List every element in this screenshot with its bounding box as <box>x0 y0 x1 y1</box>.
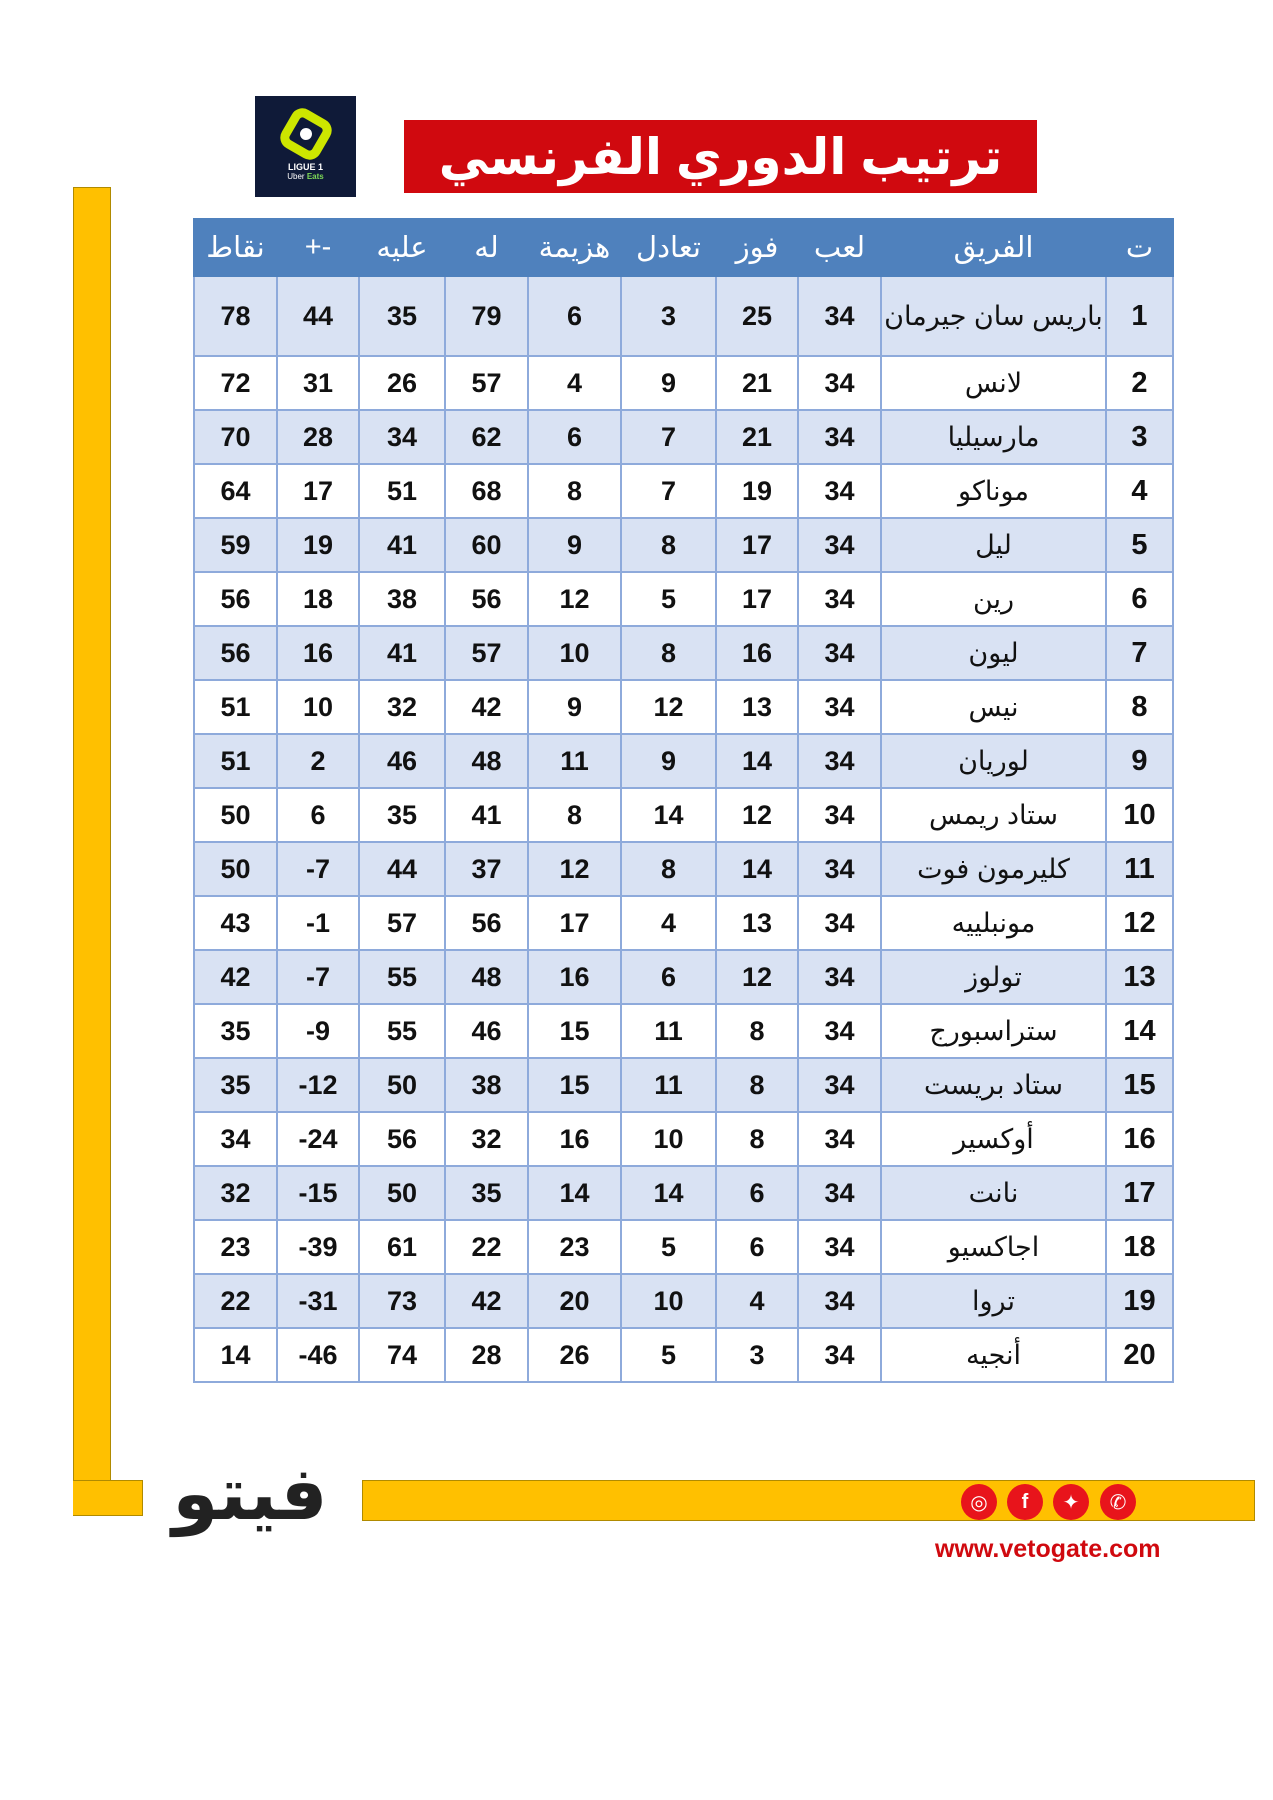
facebook-icon[interactable]: f <box>1007 1484 1043 1520</box>
cell-gf: 56 <box>445 896 528 950</box>
cell-pts: 56 <box>194 572 277 626</box>
cell-pts: 42 <box>194 950 277 1004</box>
cell-gd: 44 <box>277 276 359 356</box>
cell-won: 17 <box>716 518 798 572</box>
cell-team: مارسيليا <box>881 410 1106 464</box>
cell-played: 34 <box>798 896 881 950</box>
cell-draw: 7 <box>621 410 716 464</box>
cell-gf: 60 <box>445 518 528 572</box>
logo-line1: LIGUE 1 <box>287 162 323 172</box>
cell-team: لانس <box>881 356 1106 410</box>
cell-gf: 57 <box>445 356 528 410</box>
cell-gd: 31 <box>277 356 359 410</box>
page-title: ترتيب الدوري الفرنسي <box>404 120 1037 193</box>
cell-gd: -31 <box>277 1274 359 1328</box>
cell-ga: 26 <box>359 356 445 410</box>
cell-ga: 50 <box>359 1166 445 1220</box>
cell-pts: 72 <box>194 356 277 410</box>
cell-won: 13 <box>716 680 798 734</box>
cell-draw: 8 <box>621 842 716 896</box>
table-row <box>194 788 1173 842</box>
table-row <box>194 464 1173 518</box>
cell-rank: 8 <box>1106 680 1173 734</box>
header-won: فوز <box>716 219 798 276</box>
cell-won: 14 <box>716 734 798 788</box>
cell-gf: 32 <box>445 1112 528 1166</box>
cell-won: 8 <box>716 1112 798 1166</box>
header-goals-for: له <box>445 219 528 276</box>
cell-played: 34 <box>798 276 881 356</box>
cell-won: 12 <box>716 788 798 842</box>
cell-team: ستاد بريست <box>881 1058 1106 1112</box>
cell-gd: 17 <box>277 464 359 518</box>
cell-gf: 35 <box>445 1166 528 1220</box>
cell-draw: 11 <box>621 1004 716 1058</box>
cell-draw: 8 <box>621 518 716 572</box>
cell-lost: 6 <box>528 410 621 464</box>
cell-rank: 20 <box>1106 1328 1173 1382</box>
cell-pts: 35 <box>194 1058 277 1112</box>
cell-gd: 6 <box>277 788 359 842</box>
cell-team: نانت <box>881 1166 1106 1220</box>
cell-ga: 41 <box>359 626 445 680</box>
cell-played: 34 <box>798 1274 881 1328</box>
cell-draw: 5 <box>621 1328 716 1382</box>
cell-ga: 51 <box>359 464 445 518</box>
cell-team: أوكسير <box>881 1112 1106 1166</box>
cell-won: 16 <box>716 626 798 680</box>
cell-draw: 9 <box>621 734 716 788</box>
cell-rank: 18 <box>1106 1220 1173 1274</box>
cell-team: أنجيه <box>881 1328 1106 1382</box>
cell-pts: 51 <box>194 680 277 734</box>
cell-won: 3 <box>716 1328 798 1382</box>
header-goals-against: عليه <box>359 219 445 276</box>
cell-ga: 55 <box>359 1004 445 1058</box>
cell-draw: 4 <box>621 896 716 950</box>
cell-rank: 17 <box>1106 1166 1173 1220</box>
cell-pts: 43 <box>194 896 277 950</box>
cell-ga: 73 <box>359 1274 445 1328</box>
twitter-icon[interactable]: ✦ <box>1053 1484 1089 1520</box>
cell-lost: 15 <box>528 1004 621 1058</box>
cell-team: ليل <box>881 518 1106 572</box>
cell-lost: 4 <box>528 356 621 410</box>
cell-gf: 38 <box>445 1058 528 1112</box>
cell-rank: 12 <box>1106 896 1173 950</box>
cell-team: باريس سان جيرمان <box>881 276 1106 356</box>
cell-team: كليرمون فوت <box>881 842 1106 896</box>
cell-ga: 34 <box>359 410 445 464</box>
cell-pts: 64 <box>194 464 277 518</box>
cell-won: 8 <box>716 1058 798 1112</box>
cell-rank: 1 <box>1106 276 1173 356</box>
table-row <box>194 1166 1173 1220</box>
cell-rank: 2 <box>1106 356 1173 410</box>
cell-team: تروا <box>881 1274 1106 1328</box>
decorative-yellow-bar-foot <box>73 1480 143 1516</box>
cell-rank: 14 <box>1106 1004 1173 1058</box>
cell-played: 34 <box>798 734 881 788</box>
cell-played: 34 <box>798 680 881 734</box>
cell-draw: 8 <box>621 626 716 680</box>
table-row <box>194 276 1173 356</box>
table-row <box>194 356 1173 410</box>
cell-gf: 28 <box>445 1328 528 1382</box>
cell-lost: 12 <box>528 572 621 626</box>
cell-ga: 50 <box>359 1058 445 1112</box>
cell-pts: 14 <box>194 1328 277 1382</box>
table-row <box>194 1328 1173 1382</box>
cell-played: 34 <box>798 1058 881 1112</box>
table-row <box>194 410 1173 464</box>
cell-ga: 41 <box>359 518 445 572</box>
cell-rank: 5 <box>1106 518 1173 572</box>
cell-played: 34 <box>798 572 881 626</box>
cell-pts: 56 <box>194 626 277 680</box>
cell-draw: 10 <box>621 1274 716 1328</box>
cell-gd: -15 <box>277 1166 359 1220</box>
cell-gf: 62 <box>445 410 528 464</box>
whatsapp-icon[interactable]: ✆ <box>1100 1484 1136 1520</box>
cell-gd: -12 <box>277 1058 359 1112</box>
cell-pts: 59 <box>194 518 277 572</box>
cell-ga: 32 <box>359 680 445 734</box>
header-rank: ت <box>1106 219 1173 276</box>
cell-gd: -7 <box>277 950 359 1004</box>
table-row <box>194 896 1173 950</box>
table-row <box>194 518 1173 572</box>
cell-won: 25 <box>716 276 798 356</box>
cell-lost: 12 <box>528 842 621 896</box>
cell-gf: 68 <box>445 464 528 518</box>
cell-played: 34 <box>798 842 881 896</box>
cell-gd: -9 <box>277 1004 359 1058</box>
cell-won: 21 <box>716 410 798 464</box>
ligue1-logo <box>255 96 356 197</box>
cell-team: ستراسبورج <box>881 1004 1106 1058</box>
cell-lost: 16 <box>528 950 621 1004</box>
cell-lost: 17 <box>528 896 621 950</box>
cell-won: 14 <box>716 842 798 896</box>
table-row <box>194 572 1173 626</box>
cell-draw: 14 <box>621 1166 716 1220</box>
cell-gd: 2 <box>277 734 359 788</box>
cell-rank: 7 <box>1106 626 1173 680</box>
cell-won: 6 <box>716 1220 798 1274</box>
cell-gf: 46 <box>445 1004 528 1058</box>
table-row <box>194 1220 1173 1274</box>
cell-pts: 23 <box>194 1220 277 1274</box>
cell-rank: 19 <box>1106 1274 1173 1328</box>
cell-draw: 7 <box>621 464 716 518</box>
cell-pts: 70 <box>194 410 277 464</box>
cell-gf: 42 <box>445 680 528 734</box>
cell-pts: 50 <box>194 788 277 842</box>
table-row <box>194 1112 1173 1166</box>
cell-lost: 11 <box>528 734 621 788</box>
cell-ga: 44 <box>359 842 445 896</box>
cell-ga: 74 <box>359 1328 445 1382</box>
cell-lost: 20 <box>528 1274 621 1328</box>
cell-rank: 9 <box>1106 734 1173 788</box>
cell-draw: 9 <box>621 356 716 410</box>
cell-played: 34 <box>798 410 881 464</box>
cell-lost: 10 <box>528 626 621 680</box>
cell-pts: 34 <box>194 1112 277 1166</box>
header-draw: تعادل <box>621 219 716 276</box>
cell-team: موناكو <box>881 464 1106 518</box>
cell-gf: 48 <box>445 950 528 1004</box>
cell-played: 34 <box>798 464 881 518</box>
cell-gd: 10 <box>277 680 359 734</box>
cell-gf: 57 <box>445 626 528 680</box>
cell-played: 34 <box>798 1004 881 1058</box>
table-row <box>194 1058 1173 1112</box>
cell-ga: 57 <box>359 896 445 950</box>
header-points: نقاط <box>194 219 277 276</box>
cell-won: 21 <box>716 356 798 410</box>
cell-lost: 9 <box>528 680 621 734</box>
cell-gf: 42 <box>445 1274 528 1328</box>
instagram-icon[interactable]: ◎ <box>961 1484 997 1520</box>
header-lost: هزيمة <box>528 219 621 276</box>
cell-played: 34 <box>798 788 881 842</box>
cell-draw: 10 <box>621 1112 716 1166</box>
cell-draw: 5 <box>621 1220 716 1274</box>
cell-lost: 9 <box>528 518 621 572</box>
cell-won: 12 <box>716 950 798 1004</box>
cell-gf: 41 <box>445 788 528 842</box>
table-header-row <box>194 219 1173 276</box>
cell-team: اجاكسيو <box>881 1220 1106 1274</box>
cell-draw: 6 <box>621 950 716 1004</box>
cell-gf: 56 <box>445 572 528 626</box>
cell-played: 34 <box>798 1220 881 1274</box>
cell-team: لوريان <box>881 734 1106 788</box>
cell-team: ليون <box>881 626 1106 680</box>
cell-gd: 18 <box>277 572 359 626</box>
ligue1-emblem-icon <box>275 104 335 164</box>
cell-gd: -7 <box>277 842 359 896</box>
cell-played: 34 <box>798 1328 881 1382</box>
cell-gf: 79 <box>445 276 528 356</box>
cell-team: رين <box>881 572 1106 626</box>
cell-team: تولوز <box>881 950 1106 1004</box>
cell-played: 34 <box>798 356 881 410</box>
cell-played: 34 <box>798 950 881 1004</box>
cell-rank: 11 <box>1106 842 1173 896</box>
cell-pts: 78 <box>194 276 277 356</box>
table-row <box>194 950 1173 1004</box>
cell-lost: 8 <box>528 464 621 518</box>
cell-draw: 5 <box>621 572 716 626</box>
cell-lost: 8 <box>528 788 621 842</box>
cell-rank: 4 <box>1106 464 1173 518</box>
cell-won: 13 <box>716 896 798 950</box>
cell-ga: 61 <box>359 1220 445 1274</box>
table-row <box>194 1274 1173 1328</box>
cell-ga: 56 <box>359 1112 445 1166</box>
website-url[interactable]: www.vetogate.com <box>935 1535 1161 1563</box>
cell-gd: 28 <box>277 410 359 464</box>
cell-rank: 15 <box>1106 1058 1173 1112</box>
cell-gf: 37 <box>445 842 528 896</box>
table-row <box>194 680 1173 734</box>
cell-ga: 35 <box>359 788 445 842</box>
cell-ga: 35 <box>359 276 445 356</box>
cell-gd: -39 <box>277 1220 359 1274</box>
cell-draw: 14 <box>621 788 716 842</box>
table-row <box>194 734 1173 788</box>
cell-pts: 32 <box>194 1166 277 1220</box>
cell-played: 34 <box>798 518 881 572</box>
cell-played: 34 <box>798 626 881 680</box>
cell-pts: 50 <box>194 842 277 896</box>
cell-draw: 11 <box>621 1058 716 1112</box>
cell-gd: -46 <box>277 1328 359 1382</box>
cell-won: 19 <box>716 464 798 518</box>
header-goal-difference: +- <box>277 219 359 276</box>
cell-lost: 14 <box>528 1166 621 1220</box>
cell-played: 34 <box>798 1112 881 1166</box>
header-team: الفريق <box>881 219 1106 276</box>
cell-rank: 13 <box>1106 950 1173 1004</box>
cell-won: 8 <box>716 1004 798 1058</box>
cell-team: نيس <box>881 680 1106 734</box>
logo-line2: Uber Eats <box>287 172 324 181</box>
cell-ga: 46 <box>359 734 445 788</box>
cell-pts: 35 <box>194 1004 277 1058</box>
cell-gd: 19 <box>277 518 359 572</box>
header-played: لعب <box>798 219 881 276</box>
cell-won: 6 <box>716 1166 798 1220</box>
table-row <box>194 842 1173 896</box>
cell-gd: -24 <box>277 1112 359 1166</box>
cell-won: 4 <box>716 1274 798 1328</box>
cell-rank: 6 <box>1106 572 1173 626</box>
cell-pts: 22 <box>194 1274 277 1328</box>
cell-lost: 26 <box>528 1328 621 1382</box>
table-row <box>194 626 1173 680</box>
cell-lost: 16 <box>528 1112 621 1166</box>
cell-gd: -1 <box>277 896 359 950</box>
table-row <box>194 1004 1173 1058</box>
cell-rank: 3 <box>1106 410 1173 464</box>
cell-played: 34 <box>798 1166 881 1220</box>
cell-won: 17 <box>716 572 798 626</box>
cell-gf: 22 <box>445 1220 528 1274</box>
cell-ga: 55 <box>359 950 445 1004</box>
cell-ga: 38 <box>359 572 445 626</box>
cell-lost: 15 <box>528 1058 621 1112</box>
cell-rank: 10 <box>1106 788 1173 842</box>
cell-rank: 16 <box>1106 1112 1173 1166</box>
veto-brand-logo: فيتو <box>172 1452 328 1535</box>
cell-pts: 51 <box>194 734 277 788</box>
cell-lost: 6 <box>528 276 621 356</box>
cell-team: مونبلييه <box>881 896 1106 950</box>
cell-lost: 23 <box>528 1220 621 1274</box>
standings-table <box>193 218 1174 1383</box>
cell-gf: 48 <box>445 734 528 788</box>
cell-team: ستاد ريمس <box>881 788 1106 842</box>
decorative-yellow-bar-vertical <box>73 187 111 1516</box>
cell-draw: 3 <box>621 276 716 356</box>
cell-gd: 16 <box>277 626 359 680</box>
cell-draw: 12 <box>621 680 716 734</box>
